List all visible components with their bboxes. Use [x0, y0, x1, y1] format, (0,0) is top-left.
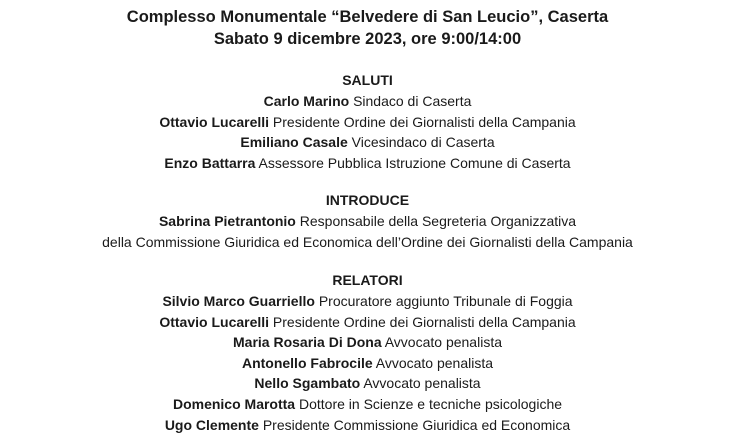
- speaker-row: [0, 112, 735, 133]
- speaker-name: Domenico Marotta: [172, 395, 296, 412]
- speaker-row: [0, 373, 735, 394]
- speaker-name: Sabrina Pietrantonio: [158, 213, 296, 229]
- section-introduce: [0, 190, 735, 252]
- speaker-row: [0, 153, 735, 174]
- speaker-row: [0, 132, 735, 153]
- speaker-role: Sindaco di Caserta: [349, 93, 472, 109]
- event-venue: Complesso Monumentale “Belvedere di San Leucio”, Caserta: [126, 8, 609, 26]
- speaker-name: Emiliano Casale: [240, 134, 348, 151]
- speaker-row: [0, 394, 735, 415]
- speaker-name: Ottavio Lucarelli: [159, 313, 270, 330]
- speaker-row: [0, 353, 735, 374]
- speaker-name: Maria Rosaria Di Dona: [233, 334, 382, 351]
- speaker-role: Avvocato penalista: [360, 375, 481, 392]
- speaker-role: Presidente Commissione Giuridica ed Economica: [258, 416, 571, 433]
- section-saluti: [0, 70, 735, 173]
- speaker-role: Responsabile della Segreteria Organizzativa: [295, 213, 577, 229]
- speaker-row: [0, 415, 735, 435]
- section-title-saluti: SALUTI: [342, 72, 393, 88]
- speaker-role: Avvocato penalista: [372, 354, 494, 371]
- speaker-role: Vicesindaco di Caserta: [347, 134, 495, 151]
- speaker-name: Ugo Clemente: [164, 416, 259, 433]
- speaker-role: Presidente Ordine dei Giornalisti della Campania: [269, 313, 576, 330]
- speaker-role: della Commissione Giuridica ed Economica dell’Ordine dei Giornalisti della Campania: [102, 233, 633, 250]
- speaker-name: Silvio Marco Guarriello: [162, 293, 315, 309]
- speaker-role: Dottore in Scienze e tecniche psicologiche: [295, 395, 563, 412]
- section-title-introduce: INTRODUCE: [325, 192, 410, 208]
- speaker-row: [0, 291, 735, 312]
- speaker-name: Ottavio Lucarelli: [159, 113, 270, 130]
- speaker-name: Antonello Fabrocile: [241, 354, 373, 371]
- speaker-name: Nello Sgambato: [254, 375, 361, 392]
- speaker-name: Carlo Marino: [263, 93, 350, 109]
- event-header: [0, 6, 735, 50]
- section-relatori: [0, 270, 735, 435]
- speaker-name: Enzo Battarra: [164, 154, 256, 171]
- speaker-row: [0, 332, 735, 353]
- section-title-relatori: RELATORI: [332, 272, 403, 288]
- speaker-role: Procuratore aggiunto Tribunale di Foggia: [314, 293, 573, 309]
- event-date: Sabato 9 dicembre 2023, ore 9:00/14:00: [213, 30, 522, 48]
- speaker-row: [0, 91, 735, 112]
- speaker-role: Assessore Pubblica Istruzione Comune di Caserta: [255, 154, 571, 171]
- speaker-role: Avvocato penalista: [381, 334, 502, 351]
- speaker-row-continuation: [0, 232, 735, 253]
- speaker-row: [0, 211, 735, 232]
- speaker-row: [0, 312, 735, 333]
- speaker-role: Presidente Ordine dei Giornalisti della Campania: [269, 113, 576, 130]
